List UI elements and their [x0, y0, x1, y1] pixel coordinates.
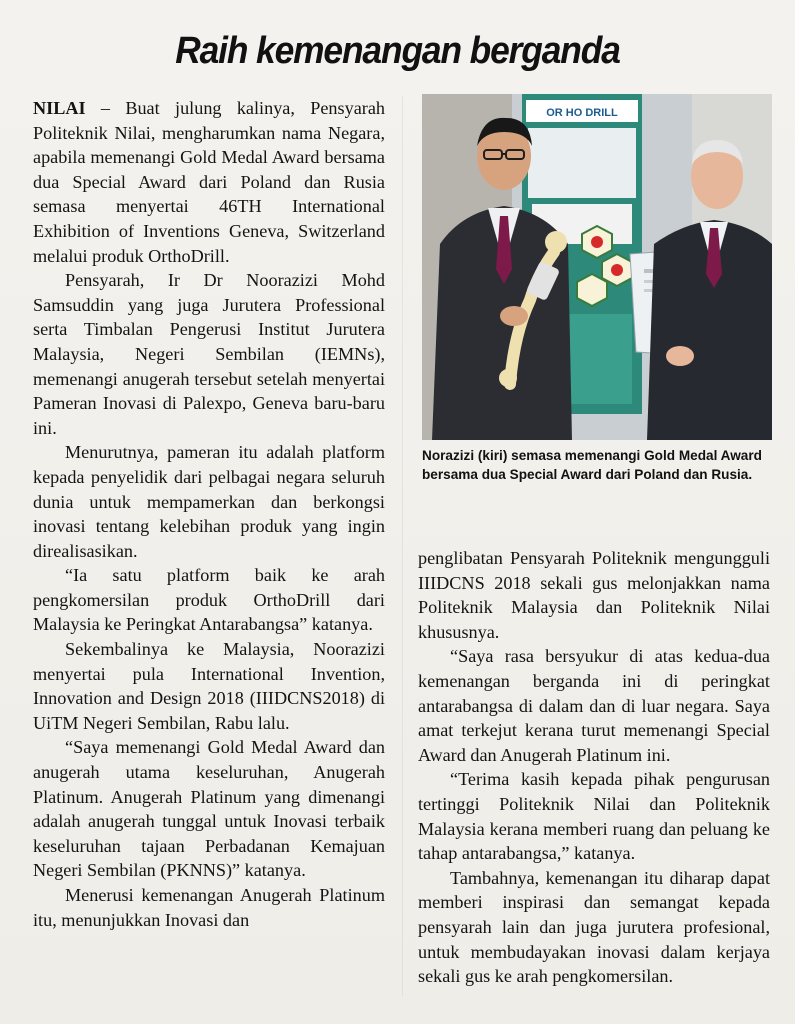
photo-caption: Norazizi (kiri) semasa memenangi Gold Medal Award bersama dua Special Award dari Poland dan Rusia. — [422, 448, 762, 482]
right-column — [418, 546, 770, 989]
paragraph-3: Menurutnya, pameran itu adalah platform kepada penyelidik dari pelbagai negara seluruh dunia untuk mempamerkan dan berkongsi inovasi tentang kelebihan produk yang ingin direalisasikan. — [33, 442, 385, 561]
column-divider — [402, 96, 403, 996]
paragraph-1 — [33, 96, 385, 268]
article-photo — [422, 94, 772, 440]
paragraph-5: Sekembalinya ke Malaysia, Noorazizi menyertai pula International Invention, Innovation and Design 2018 (IIIDCNS2018) di UiTM Negeri Sembilan, Rabu lalu. — [33, 639, 385, 733]
paragraph-2: Pensyarah, Ir Dr Noorazizi Mohd Samsuddin yang juga Jurutera Professional serta Timbalan Pengerusi Institut Jurutera Malaysia, Negeri Sembilan (IEMNs), memenangi anugerah tersebut setelah menyertai Pameran Inovasi di Palexpo, Geneva baru-baru ini. — [33, 270, 385, 438]
dateline: NILAI — [33, 98, 86, 118]
paragraph-4: “Ia satu platform baik ke arah pengkomersilan produk OrthoDrill dari Malaysia ke Peringkat Antarabangsa” katanya. — [33, 565, 385, 635]
left-column — [33, 96, 385, 932]
headline: Raih kemenangan berganda — [175, 30, 620, 72]
paragraph-11: Tambahnya, kemenangan itu diharap dapat memberi inspirasi dan semangat kepada pensyarah lain dan juga jurutera profesional, untuk membudayakan inovasi dalam kerjaya sekali gus ke arah pengkomersilan. — [418, 867, 770, 987]
paragraph-6: “Saya memenangi Gold Medal Award dan anugerah utama keseluruhan, Anugerah Platinum. Anugerah Platinum yang dimenangi adalah anugerah tunggal untuk Inovasi terbaik keseluruhan tajaan Perbadanan Kemajuan Negeri Sembilan (PKNNS)” katanya. — [33, 737, 385, 881]
paragraph-8: penglibatan Pensyarah Politeknik mengungguli IIIDCNS 2018 sekali gus melonjakkan nama Politeknik Malaysia dan Politeknik Nilai khususnya. — [418, 548, 770, 642]
paragraph-1-text: – Buat julung kalinya, Pensyarah Politeknik Nilai, mengharumkan nama Negara, apabila memenangi Gold Medal Award bersama dua Special Award dari Poland dan Rusia semasa menyertai 46TH International Exhibition of Inventions Geneva, Switzerland melalui produk OrthoDrill. — [33, 98, 385, 266]
paragraph-7: Menerusi kemenangan Anugerah Platinum itu, menunjukkan Inovasi dan — [33, 885, 385, 930]
poster-title: OR HO DRILL — [546, 107, 618, 119]
paragraph-10: “Terima kasih kepada pihak pengurusan tertinggi Politeknik Nilai dan Politeknik Malaysia kerana memberi ruang dan peluang ke tahap antarabangsa,” katanya. — [418, 769, 770, 864]
paragraph-9: “Saya rasa bersyukur di atas kedua-dua kemenangan berganda ini di peringkat antarabangsa di dalam dan di luar negara. Saya amat terkejut kerana turut memenangi Special Award dan Anugerah Platinum ini. — [418, 646, 770, 765]
